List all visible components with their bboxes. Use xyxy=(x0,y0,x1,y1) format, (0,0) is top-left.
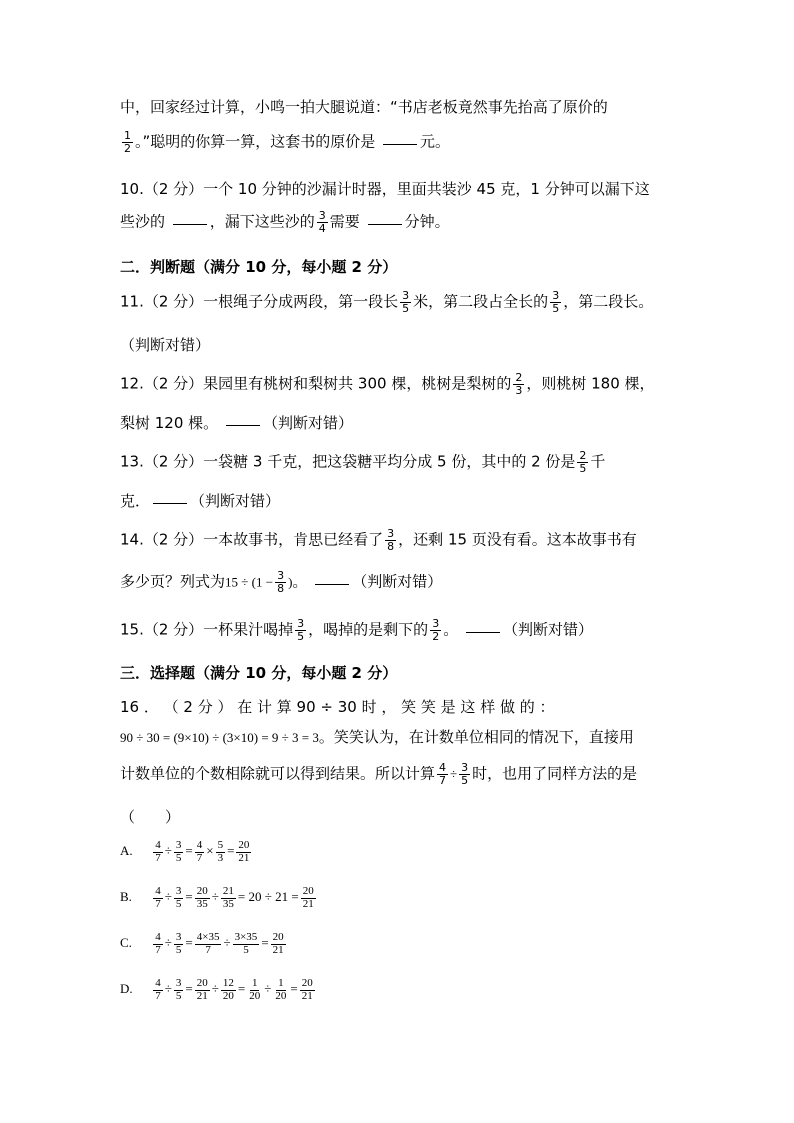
fraction: $\frac{3}{5}$ xyxy=(552,289,560,315)
answer-blank xyxy=(315,584,349,585)
q12-line1: 12.（2 分）果园里有桃树和梨树共 300 棵，桃树是梨树的 $\frac{2}{3}$ ，则桃树 180 棵， xyxy=(120,371,655,397)
section-heading: 三．选择题（满分 10 分，每小题 2 分） xyxy=(120,664,398,682)
fraction: $\frac{3}{5}$ xyxy=(461,761,469,787)
section-heading: 二．判断题（满分 10 分，每小题 2 分） xyxy=(120,258,398,276)
option-b[interactable]: B. $\frac{4}{7}$ ÷ $\frac{3}{5}$ = $\frac{20}{35}$ ÷ $\frac{21}{35}$ = 20 ÷ 21 = $\frac{20}{21}$ xyxy=(120,885,314,910)
fraction: $\frac{3}{4}$ xyxy=(318,209,326,235)
answer-blank xyxy=(226,425,260,426)
fraction: $\frac{3}{8}$ xyxy=(387,527,395,553)
q12-line2: 梨树 120 棵。 （判断对错） xyxy=(120,414,353,432)
fraction: $\frac{4}{7}$ xyxy=(439,761,447,787)
q9-line1 xyxy=(120,96,608,117)
q16-line4: （ ） xyxy=(120,808,181,826)
answer-blank xyxy=(173,224,207,225)
fraction: $\frac{3}{5}$ xyxy=(297,617,305,643)
q11-line2: （判断对错） xyxy=(120,336,211,354)
option-c[interactable]: C. $\frac{4}{7}$ ÷ $\frac{3}{5}$ = $\frac{4\times 35}{7}$ ÷ $\frac{3\times 35}{5}$ = $\frac{20}{21}$ xyxy=(120,931,284,956)
q16-line3: 计数单位的个数相除就可以得到结果。所以计算 $\frac{4}{7}$ ÷ $\frac{3}{5}$ 时，也用了同样方法的是 xyxy=(120,761,638,787)
fraction: $\frac{3}{2}$ xyxy=(432,617,440,643)
answer-blank xyxy=(368,224,402,225)
q10-line2: 些沙的 ，漏下这些沙的 $\frac{3}{4}$ 需要 分钟。 xyxy=(120,209,450,235)
q9-text: 中，回家经过计算，小鸣一拍大腿说道：“书店老板竟然事先抬高了原价的 xyxy=(120,98,608,116)
fraction: $\frac{1}{2}$ xyxy=(124,129,131,155)
answer-blank xyxy=(466,632,500,633)
fraction: $\frac{3}{5}$ xyxy=(402,289,410,315)
q11-line1: 11.（2 分）一根绳子分成两段，第一段长 $\frac{3}{5}$ 米，第二段占全长的 $\frac{3}{5}$ ，第二段长。 xyxy=(120,289,654,315)
q10-line1: 10.（2 分）一个 10 分钟的沙漏计时器，里面共装沙 45 克，1 分钟可以漏下这 xyxy=(120,180,650,198)
fraction: $\frac{2}{5}$ xyxy=(579,449,587,475)
fraction: $\frac{3}{8}$ xyxy=(277,569,285,595)
option-d[interactable]: D. $\frac{4}{7}$ ÷ $\frac{3}{5}$ = $\frac{20}{21}$ ÷ $\frac{12}{20}$ = $\frac{1}{20}$ ÷ $\frac{1}{20}$ = $\frac{20}{21}$ xyxy=(120,977,313,1002)
q16-line1: 16 ． （ 2 分 ） 在 计 算 90 ÷ 30 时 ， 笑 笑 是 这 样 做 的 ： xyxy=(120,698,555,716)
answer-blank xyxy=(153,503,187,504)
q14-line2: 多少页？列式为15 ÷ (1 − $\frac{3}{8}$ )。 （判断对错） xyxy=(120,569,443,595)
fraction: $\frac{2}{3}$ xyxy=(515,371,523,397)
q15-line1: 15.（2 分）一杯果汁喝掉 $\frac{3}{5}$ ，喝掉的是剩下的 $\frac{3}{2}$ 。 （判断对错） xyxy=(120,617,593,643)
option-a[interactable]: A. $\frac{4}{7}$ ÷ $\frac{3}{5}$ = $\frac{4}{7}$ × $\frac{5}{3}$ = $\frac{20}{21}$ xyxy=(120,839,250,864)
q13-line1: 13.（2 分）一袋糖 3 千克，把这袋糖平均分成 5 份，其中的 2 份是 $\frac{2}{5}$ 千 xyxy=(120,449,606,475)
q14-line1: 14.（2 分）一本故事书，肯思已经看了 $\frac{3}{8}$ ，还剩 15 页没有看。这本故事书有 xyxy=(120,527,637,553)
q16-line2: 90 ÷ 30 = (9×10) ÷ (3×10) = 9 ÷ 3 = 3。笑笑认为，在计数单位相同的情况下，直接用 xyxy=(120,728,634,746)
q9-line2: $\frac{1}{2}$ 。”聪明的你算一算，这套书的原价是 元。 xyxy=(124,129,451,155)
answer-blank xyxy=(383,144,417,145)
q13-line2: 克． （判断对错） xyxy=(120,492,281,510)
